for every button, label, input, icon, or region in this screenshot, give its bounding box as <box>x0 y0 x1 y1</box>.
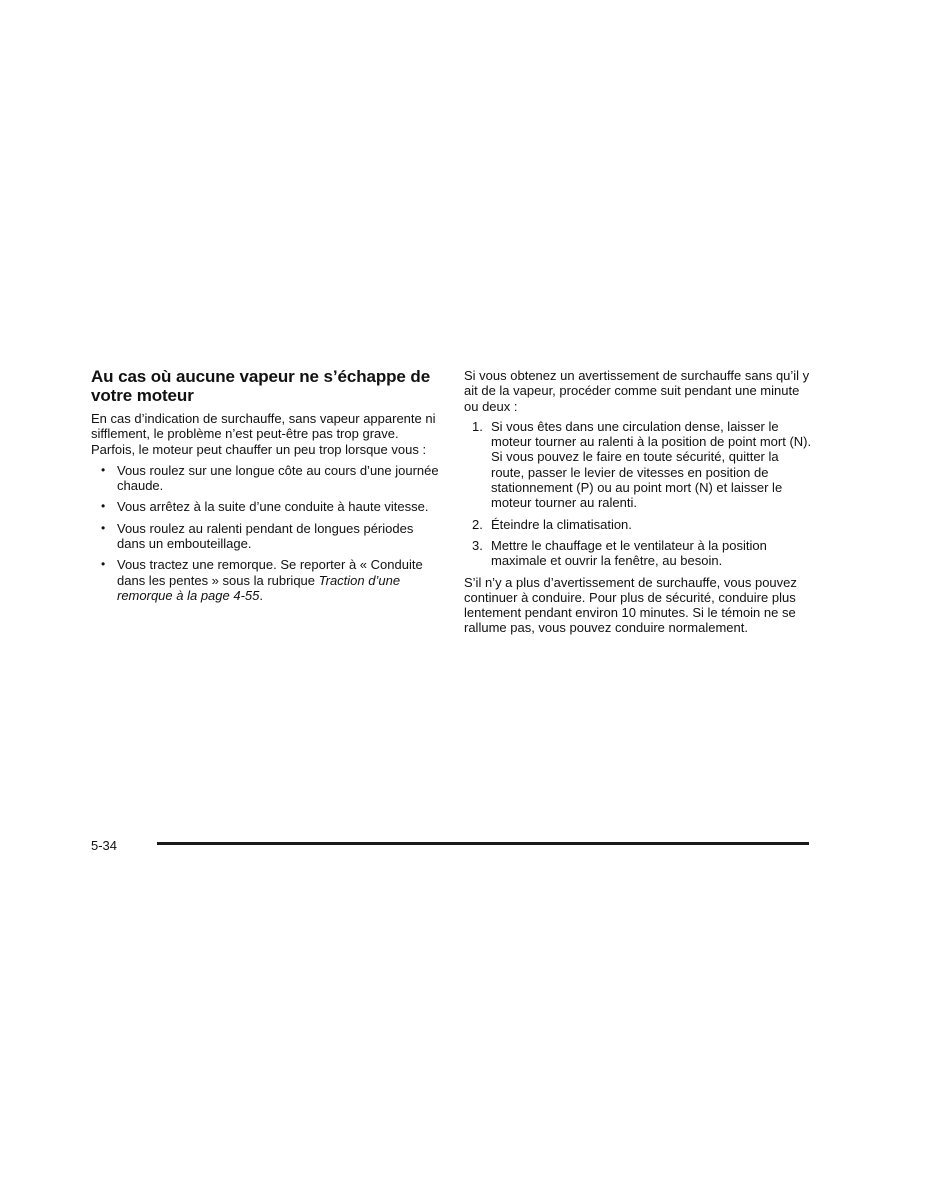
step-text: Si vous êtes dans une circulation dense, laisser le moteur tourner au ralenti à la position de point mort (N). Si vous pouvez le faire en toute sécurité, quitter la route, passer le levier de vitesses en position de stationnement (P) ou au point mort (N) et laisser le moteur tourner au ralenti. <box>491 418 812 511</box>
intro-paragraph: En cas d’indication de surchauffe, sans vapeur apparente ni sifflement, le problème n’est peut-être pas trop grave. Parfois, le moteur peut chauffer un peu trop lorsque vous : <box>91 411 436 457</box>
sentence-end: . <box>259 587 263 603</box>
bullet-icon: • <box>101 557 106 572</box>
page-number: 5-34 <box>91 838 118 853</box>
closing-paragraph: S’il n’y a plus d’avertissement de surchauffe, vous pouvez continuer à conduire. Pour plus de sécurité, conduire plus lentement pendant environ 10 minutes. Si le témoin ne se rallume pas, vous pouvez conduire normalement. <box>464 574 797 636</box>
step-number: 1. <box>472 418 483 434</box>
list-item-text: Vous roulez sur une longue côte au cours d’une journée chaude. <box>117 462 439 494</box>
step-number: 3. <box>472 537 483 553</box>
list-item-text: Vous tractez une remorque. Se reporter à « Conduite dans les pentes » sous la rubrique <box>117 557 423 588</box>
bullet-icon: • <box>101 520 106 535</box>
procedure-steps <box>464 419 814 569</box>
step-item <box>464 419 814 511</box>
list-item <box>91 521 441 552</box>
cross-reference-link[interactable]: Traction d’une remorque à la page 4-55 <box>117 572 401 603</box>
bullet-icon: • <box>101 499 106 514</box>
step-text: Mettre le chauffage et le ventilateur à la position maximale et ouvrir la fenêtre, au besoin. <box>491 537 767 569</box>
cause-list <box>91 463 441 603</box>
list-item <box>91 463 441 494</box>
section-heading: Au cas où aucune vapeur ne s’échappe de votre moteur <box>91 367 431 405</box>
step-number: 2. <box>472 516 483 532</box>
step-text: Éteindre la climatisation. <box>491 516 632 532</box>
right-column <box>464 368 814 636</box>
footer-divider <box>157 842 809 845</box>
step-item <box>464 538 814 569</box>
procedure-intro: Si vous obtenez un avertissement de surchauffe sans qu’il y ait de la vapeur, procéder comme suit pendant une minute ou deux : <box>464 368 810 414</box>
list-item-text: Vous arrêtez à la suite d’une conduite à haute vitesse. <box>117 499 429 515</box>
list-item <box>91 499 441 514</box>
bullet-icon: • <box>101 462 106 477</box>
list-item-text: Vous roulez au ralenti pendant de longues périodes dans un embouteillage. <box>117 520 414 552</box>
step-item <box>464 517 814 532</box>
list-item <box>91 557 441 603</box>
left-column <box>91 367 441 609</box>
